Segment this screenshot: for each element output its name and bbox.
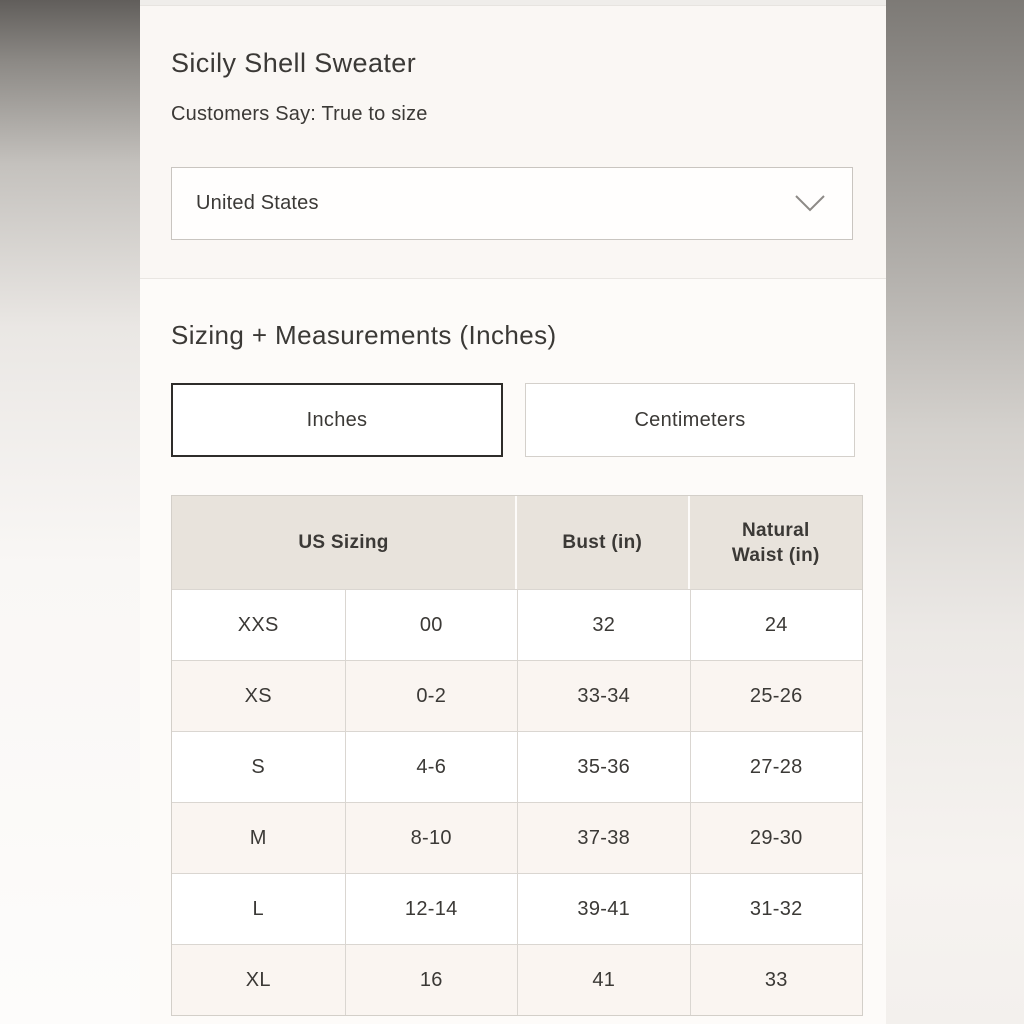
table-cell: L xyxy=(172,873,345,944)
table-cell: 0-2 xyxy=(345,660,518,731)
table-cell: 00 xyxy=(345,589,518,660)
table-cell: 32 xyxy=(517,589,690,660)
table-cell: 27-28 xyxy=(690,731,863,802)
unit-toggle-inches[interactable]: Inches xyxy=(171,383,503,457)
table-cell: XL xyxy=(172,944,345,1015)
column-header-natural-waist: Natural Waist (in) xyxy=(690,496,863,589)
table-cell: 8-10 xyxy=(345,802,518,873)
chevron-down-icon xyxy=(795,195,825,212)
table-cell: XXS xyxy=(172,589,345,660)
table-row xyxy=(172,589,862,660)
background-blur-right xyxy=(886,0,1024,1024)
background-blur-left xyxy=(0,0,140,1024)
unit-toggle-centimeters[interactable]: Centimeters xyxy=(525,383,855,457)
table-cell: 29-30 xyxy=(690,802,863,873)
table-cell: 39-41 xyxy=(517,873,690,944)
table-cell: 24 xyxy=(690,589,863,660)
fit-note: Customers Say: True to size xyxy=(171,103,428,125)
column-header-bust: Bust (in) xyxy=(517,496,690,589)
table-cell: 12-14 xyxy=(345,873,518,944)
table-row xyxy=(172,802,862,873)
table-cell: 41 xyxy=(517,944,690,1015)
table-cell: 4-6 xyxy=(345,731,518,802)
table-cell: 25-26 xyxy=(690,660,863,731)
size-guide-panel xyxy=(140,0,886,1024)
table-cell: 16 xyxy=(345,944,518,1015)
table-cell: XS xyxy=(172,660,345,731)
table-header-row xyxy=(172,496,862,589)
table-cell: 33-34 xyxy=(517,660,690,731)
table-row xyxy=(172,731,862,802)
table-cell: 35-36 xyxy=(517,731,690,802)
table-row xyxy=(172,873,862,944)
table-cell: 37-38 xyxy=(517,802,690,873)
table-cell: S xyxy=(172,731,345,802)
size-chart-table-body xyxy=(172,589,862,1015)
sizing-heading: Sizing + Measurements (Inches) xyxy=(171,320,557,350)
column-header-us-sizing: US Sizing xyxy=(172,496,517,589)
table-cell: M xyxy=(172,802,345,873)
table-cell: 33 xyxy=(690,944,863,1015)
size-chart-table xyxy=(171,495,863,1016)
table-row xyxy=(172,660,862,731)
product-header-section xyxy=(140,6,886,279)
country-select-value: United States xyxy=(196,192,319,214)
product-title: Sicily Shell Sweater xyxy=(171,48,417,78)
table-cell: 31-32 xyxy=(690,873,863,944)
country-select[interactable] xyxy=(171,167,853,240)
table-row xyxy=(172,944,862,1015)
sizing-section xyxy=(140,279,886,1016)
unit-toggle-group xyxy=(171,383,855,457)
